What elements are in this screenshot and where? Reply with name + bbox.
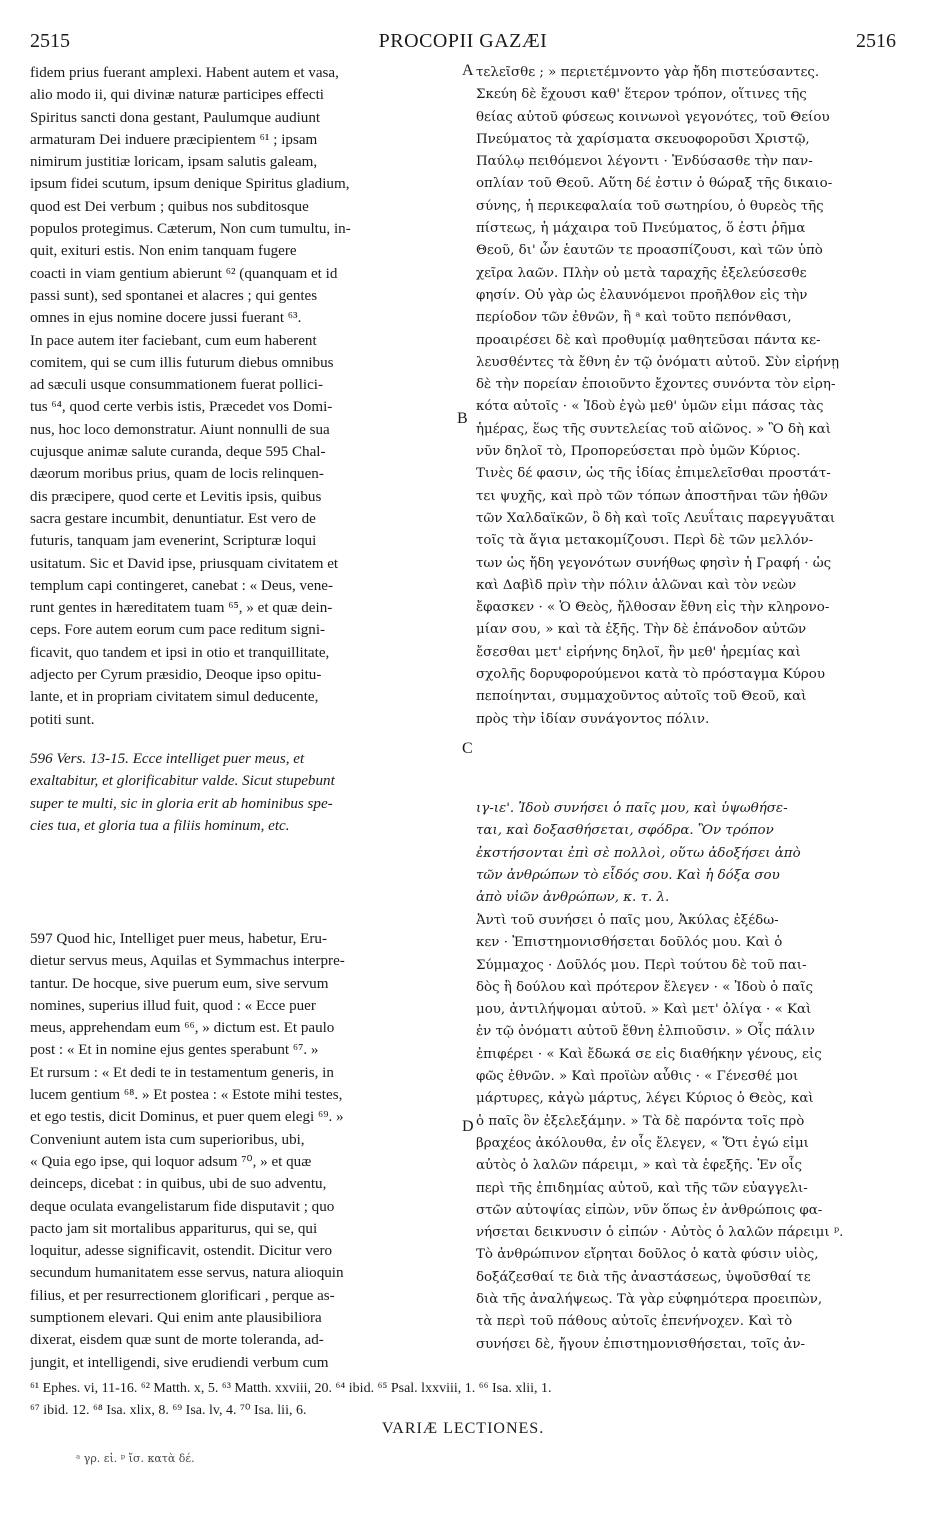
latin-text-line: nimirum justitiæ loricam, ipsam salutis galeam, xyxy=(30,154,318,171)
greek-text-line: ἐπιφέρει · « Καὶ ἔδωκά σε εἰς διαθήκην γένους, εἰς xyxy=(476,1046,822,1062)
latin-text-line: loquitur, adesse significavit, ostendit. Dicitur vero xyxy=(30,1243,333,1260)
latin-text-line: adjecto per Cyrum præsidio, Deoque ipso opitu- xyxy=(30,667,322,684)
latin-text-line: fidem prius fuerant amplexi. Habent autem et vasa, xyxy=(30,65,339,81)
latin-text-line: coacti in viam gentium abierunt ⁶² (quanquam et id xyxy=(30,265,338,282)
greek-text-line: τῶν Χαλδαϊκῶν, ὃ δὴ καὶ τοῖς Λευΐταις παρεγγυᾶται xyxy=(476,510,836,526)
footnote-line: ⁶¹ Ephes. vi, 11-16. ⁶² Matth. x, 5. ⁶³ Matth. xxviii, 20. ⁶⁴ ibid. ⁶⁵ Psal. lxxviii, 1. ⁶⁶ Isa. xlii, 1. xyxy=(30,1381,552,1396)
greek-text-line: Θεοῦ, δι' ὧν ἑαυτῶν τε προασπίζουσι, καὶ τῶν ὑπὸ xyxy=(476,243,823,259)
left-page-number: 2515 xyxy=(30,30,70,52)
latin-verse-line: exaltabitur, et glorificabitur valde. Sicut stupebunt xyxy=(30,773,335,790)
latin-text-line: alio modo ii, qui divinæ naturæ participes effecti xyxy=(30,87,324,104)
greek-text-line: αὐτὸς ὁ λαλῶν πάρειμι, » καὶ τὰ ἑφεξῆς. Ἐν οἷς xyxy=(476,1158,803,1174)
footnote-line: ⁶⁷ ibid. 12. ⁶⁸ Isa. xlix, 8. ⁶⁹ Isa. lv, 4. ⁷⁰ Isa. lii, 6. xyxy=(30,1403,307,1418)
greek-text-line: κότα αὐτοῖς · « Ἰδοὺ ἐγὼ μεθ' ὑμῶν εἰμι πάσας τὰς xyxy=(476,399,824,415)
latin-text-line: ad sæculi usque consummationem fuerat pollici- xyxy=(30,377,324,394)
latin-text-line: Et rursum : « Et dedi te in testamentum generis, in xyxy=(30,1064,334,1081)
greek-text-line: των ὡς ἤδη γεγονότων συνήθως φησὶν ἡ Γραφή · ὡς xyxy=(476,555,832,571)
greek-text-line: ἐν τῷ ὀνόματι αὐτοῦ ἔθνη ἐλπιοῦσιν. » Οἷς πάλιν xyxy=(476,1024,815,1040)
greek-verse-line: ιγ-ιε'. Ἰδοὺ συνήσει ὁ παῖς μου, καὶ ὑψωθήσε- xyxy=(476,801,788,816)
greek-text-line: προαιρέσει δὲ καὶ προθυμίᾳ μαθητεῦσαι πάντα κε- xyxy=(476,332,821,348)
latin-text-line: sumptionem elevari. Qui enim ante plausibiliora xyxy=(30,1310,322,1327)
latin-text-line: meus, apprehendam eum ⁶⁶, » dictum est. Et paulo xyxy=(30,1020,335,1037)
greek-text-line: μίαν σου, » καὶ τὰ ἑξῆς. Τὴν δὲ ἐπάνοδον αὐτῶν xyxy=(476,622,807,638)
latin-text-line: Spiritus sancti dona gestant, Paulumque audiunt xyxy=(30,109,321,126)
latin-text-line: In pace autem iter faciebant, cum eum haberent xyxy=(30,332,317,349)
latin-verse-lemma xyxy=(30,748,462,837)
latin-text-line: Conveniunt autem ista cum superioribus, ubi, xyxy=(30,1131,305,1148)
margin-letter-b: B xyxy=(457,410,468,427)
latin-text-line: nus, hoc loco demonstratur. Aiunt nonnulli de sua xyxy=(30,421,330,438)
latin-text-line: pacto jam sit mortalibus appariturus, qui se, qui xyxy=(30,1220,318,1237)
variae-lectiones-note: ᵃ γρ. εἰ. ᵖ ἴσ. κατὰ δέ. xyxy=(76,1452,195,1465)
latin-text-line: et ego testis, dicit Dominus, et puer quem elegi ⁶⁹. » xyxy=(30,1109,344,1126)
greek-text-line: σχολῆς δορυφορούμενοι κατὰ τὸ πρόσταγμα Κύρου xyxy=(476,667,825,683)
greek-text-line: μάρτυρες, κἀγὼ μάρτυς, λέγει Κύριος ὁ Θεὸς, καὶ xyxy=(476,1091,814,1107)
latin-text-line: armaturam Dei induere præcipientem ⁶¹ ; ipsam xyxy=(30,131,318,148)
greek-text-line: Σκεύη δὲ ἔχουσι καθ' ἕτερον τρόπον, οἵτινες τῆς xyxy=(476,87,807,103)
latin-text-line: secundum humanitatem esse servus, natura alioquin xyxy=(30,1265,344,1282)
greek-text-line: ἡμέρας, ἕως τῆς συντελείας τοῦ αἰῶνος. » Ὃ δὴ καὶ xyxy=(476,421,831,437)
greek-text-line: διὰ τῆς ἀναλήψεως. Τὰ γὰρ εὐφημότερα προειπὼν, xyxy=(476,1292,823,1308)
latin-text-line: lucem gentium ⁶⁸. » Et postea : « Estote mihi testes, xyxy=(30,1087,343,1104)
latin-text-line: deque oculata evangelistarum fide disputavit ; quo xyxy=(30,1198,335,1215)
latin-text-line: sacra gestare incumbit, denuntiatur. Est vero de xyxy=(30,510,316,527)
greek-text-line: Σύμμαχος · Δοῦλός μου. Περὶ τούτου δὲ τοῦ παι- xyxy=(476,957,807,973)
greek-text-line: οπλίαν τοῦ Θεοῦ. Αὕτη δέ ἐστιν ὁ θώραξ τῆς δικαιο- xyxy=(476,176,833,192)
latin-text-line: comitem, qui se cum illis futurum diebus omnibus xyxy=(30,354,334,371)
latin-text-line: templum capi contingeret, canebat : « Deus, vene- xyxy=(30,577,334,594)
margin-letter-c: C xyxy=(462,740,473,757)
greek-text-line: ἔφασκεν · « Ὁ Θεὸς, ἤλθοσαν ἔθνη εἰς τὴν κληρονο- xyxy=(476,600,830,616)
greek-text-line: δὲ τὴν πορείαν ἐποιοῦντο ἔχοντες συνόντα τὸν εἰρη- xyxy=(476,377,836,393)
greek-verse-line: τῶν ἀνθρώπων τὸ εἶδός σου. Καὶ ἡ δόξα σου xyxy=(476,867,780,883)
greek-text-line: τὰ περὶ τοῦ πάθους αὐτοῖς ἐπενήνοχεν. Καὶ τὸ xyxy=(476,1314,793,1330)
greek-text-line: δοξάζεσθαί τε διὰ τῆς ἀναστάσεως, ὑψοῦσθαί τε xyxy=(476,1269,811,1285)
latin-verse-line: super te multi, sic in gloria erit ab hominibus spe- xyxy=(30,795,333,812)
greek-text-line: καὶ Δαβὶδ πρὶν τὴν πόλιν ἁλῶναι καὶ τὸν νεὼν xyxy=(476,577,797,593)
latin-text-line: ipsum fidei scutum, ipsum denique Spiritus gladium, xyxy=(30,176,350,193)
latin-text-line: tus ⁶⁴, quod certe verbis istis, Præcedet vos Domi- xyxy=(30,399,333,416)
footnotes xyxy=(30,1378,896,1422)
greek-text-line: τελεῖσθε ; » περιετέμνοντο γὰρ ἤδη πιστεύσαντες. xyxy=(476,65,820,80)
latin-column-part1 xyxy=(30,62,462,731)
greek-text-line: δὸς ἢ δούλου καὶ πρότερον ἔλεγεν · « Ἰδοὺ ὁ παῖς xyxy=(476,979,814,995)
margin-letter-a: A xyxy=(462,62,474,79)
greek-text-line: φῶς ἐθνῶν. » Καὶ προϊὼν αὖθις · « Γένεσθέ μοι xyxy=(476,1069,799,1085)
latin-text-line: filius, et per resurrectionem glorificari , perque as- xyxy=(30,1287,335,1304)
latin-text-line: « Quia ego ipse, qui loquor adsum ⁷⁰, » et quæ xyxy=(30,1153,312,1170)
right-page-number: 2516 xyxy=(856,30,896,52)
latin-text-line: quit, exituri estis. Non enim tanquam fugere xyxy=(30,243,297,260)
latin-text-line: post : « Et in nomine ejus gentes sperabunt ⁶⁷. » xyxy=(30,1042,319,1059)
greek-text-line: περίοδον τῶν ἐθνῶν, ἢ ᵃ καὶ τοῦτο πεπόνθασι, xyxy=(476,310,792,326)
latin-text-line: runt gentes in hæreditatem tuam ⁶⁵, » et quæ dein- xyxy=(30,600,333,617)
latin-text-line: dis præcipere, quod certe et Levitis ipsis, quibus xyxy=(30,488,322,505)
greek-text-line: τει ψυχῆς, καὶ πρὸ τῶν τόπων ἀποστῆναι τῶν ἠθῶν xyxy=(476,488,828,504)
greek-text-line: χεῖρα λαῶν. Πλὴν οὐ μετὰ ταραχῆς ἐξελεύσεσθε xyxy=(476,265,807,281)
greek-text-line: τοῖς τὰ ἅγια μετακομίζουσι. Περὶ δὲ τῶν μελλόν- xyxy=(476,533,814,549)
greek-text-line: πίστεως, ἡ μάχαιρα τοῦ Πνεύματος, ὅ ἐστι ῥῆμα xyxy=(476,221,806,237)
running-title: PROCOPII GAZÆI xyxy=(378,30,548,52)
greek-verse-line: ται, καὶ δοξασθήσεται, σφόδρα. Ὃν τρόπον xyxy=(476,823,774,839)
greek-text-line: Ἀντὶ τοῦ συνήσει ὁ παῖς μου, Ἀκύλας ἐξέδω- xyxy=(476,913,779,928)
latin-text-line: populos protegimus. Cæterum, Non cum tumultu, in- xyxy=(30,221,351,238)
page-header xyxy=(30,30,896,58)
greek-text-line: περὶ τῆς ἐπιδημίας αὐτοῦ, καὶ τῆς τῶν εὐαγγελι- xyxy=(476,1180,808,1196)
greek-text-line: νῦν δηλοῖ τὸ, Προπορεύσεται πρὸ ὑμῶν Κύριος. xyxy=(476,444,801,460)
latin-text-line: lante, et in propriam civitatem simul deducente, xyxy=(30,689,319,706)
variae-lectiones-title: VARIÆ LECTIONES. xyxy=(381,1420,545,1437)
greek-text-line: θείας αὐτοῦ φύσεως κοινωνοὶ γεγονότες, τοῦ Θείου xyxy=(476,109,830,125)
greek-verse-line: ἀπὸ υἱῶν ἀνθρώπων, κ. τ. λ. xyxy=(476,890,670,906)
greek-text-line: νήσεται δεικνυσιν ὁ εἰπών · Αὐτὸς ὁ λαλῶν πάρειμι ᵖ. xyxy=(476,1225,844,1241)
latin-text-line: tantur. De hocque, sive puerum eum, sive servum xyxy=(30,975,329,992)
latin-text-line: quod est Dei verbum ; quibus nos subditosque xyxy=(30,198,309,215)
greek-text-line: σύνης, ἡ περικεφαλαία τοῦ σωτηρίου, ὁ θυρεὸς τῆς xyxy=(476,198,824,214)
latin-text-line: dæorum moribus prius, quam de locis relinquen- xyxy=(30,466,324,483)
greek-text-line: Τὸ ἀνθρώπινον εἴρηται δοῦλος ὁ κατὰ φύσιν υἱὸς, xyxy=(476,1247,819,1263)
latin-text-line: usitatum. Sic et David ipse, priusquam civitatem et xyxy=(30,555,339,572)
latin-verse-line: 596 Vers. 13-15. Ecce intelliget puer meus, et xyxy=(30,751,305,767)
margin-letter-d: D xyxy=(462,1118,474,1135)
latin-text-line: futuris, tanquam jam evenerint, Scripturæ loqui xyxy=(30,533,317,550)
latin-text-line: potiti sunt. xyxy=(30,711,95,728)
latin-text-line: dietur servus meus, Aquilas et Symmachus interpre- xyxy=(30,953,345,970)
greek-text-line: φησίν. Οὐ γὰρ ὡς ἐλαυνόμενοι προῆλθον εἰς τὴν xyxy=(476,287,808,303)
greek-text-line: Παύλῳ πειθόμενοι λέγοντι · Ἐνδύσασθε τὴν παν- xyxy=(476,154,813,170)
latin-text-line: nomines, superius illud fuit, quod : « Ecce puer xyxy=(30,997,316,1014)
greek-text-line: λευσθέντες τὰ ἔθνη ἐν τῷ ὀνόματι αὐτοῦ. Σὺν εἰρήνῃ xyxy=(476,354,839,370)
latin-column-part2 xyxy=(30,928,462,1374)
greek-text-line: πρὸς τὴν ἰδίαν συνάγοντος πόλιν. xyxy=(476,711,710,727)
greek-verse-lemma xyxy=(476,798,896,909)
latin-text-line: omnes in ejus nomine docere jussi fuerant ⁶³. xyxy=(30,310,302,327)
greek-text-line: Πνεύματος τὰ χαρίσματα σκευοφοροῦσι Χριστῷ, xyxy=(476,131,810,147)
greek-text-line: κεν · Ἐπιστημονισθήσεται δοῦλός μου. Καὶ ὁ xyxy=(476,935,783,951)
latin-verse-line: cies tua, et gloria tua a filiis hominum, etc. xyxy=(30,817,290,834)
greek-text-line: μου, ἀντιλήψομαι αὐτοῦ. » Καὶ μετ' ὀλίγα · « Καὶ xyxy=(476,1002,812,1018)
latin-text-line: deinceps, dicebat : in quibus, ubi de suo adventu, xyxy=(30,1176,327,1193)
latin-text-line: ficavit, quo tandem et ipsi in otio et tranquillitate, xyxy=(30,644,330,661)
greek-text-line: συνήσει δὲ, ἤγουν ἐπιστημονισθήσεται, τοῖς ἀν- xyxy=(476,1336,806,1352)
latin-text-line: passi sunt), sed spontanei et alacres ; qui gentes xyxy=(30,287,318,304)
latin-text-line: cujusque animæ salute curanda, deque 595 Chal- xyxy=(30,444,326,461)
greek-text-line: ὁ παῖς ὃν ἐξελεξάμην. » Τὰ δὲ παρόντα τοῖς πρὸ xyxy=(476,1113,805,1129)
greek-column-part1 xyxy=(476,62,896,731)
greek-column-part2 xyxy=(476,910,896,1356)
greek-text-line: ἔσεσθαι μετ' εἰρήνης δηλοῖ, ἣν μεθ' ἡρεμίας καὶ xyxy=(476,644,801,660)
latin-text-line: dixerat, eisdem quæ sunt de morte toleranda, ad- xyxy=(30,1332,324,1349)
greek-text-line: βραχέος ἀκόλουθα, ἐν οἷς ἔλεγεν, « Ὅτι ἐγώ εἰμι xyxy=(476,1135,809,1151)
greek-verse-line: ἐκστήσονται ἐπὶ σὲ πολλοὶ, οὕτω ἀδοξήσει ἀπὸ xyxy=(476,845,801,861)
latin-text-line: 597 Quod hic, Intelliget puer meus, habetur, Eru- xyxy=(30,931,327,947)
greek-text-line: πεποίηνται, συμμαχοῦντος αὐτοῖς τοῦ Θεοῦ, καὶ xyxy=(476,689,807,705)
latin-text-line: jungit, et intelligendi, sive erudiendi verbum cum xyxy=(30,1354,329,1371)
latin-text-line: ceps. Fore autem eorum cum pace reditum signi- xyxy=(30,622,326,639)
greek-text-line: Τινὲς δέ φασιν, ὡς τῆς ἰδίας ἐπιμελεῖσθαι προστάτ- xyxy=(476,466,831,482)
greek-text-line: στῶν αὐτοψίας εἰπὼν, νῦν ὅπως ἐν ἀνθρώποις φα- xyxy=(476,1202,823,1218)
